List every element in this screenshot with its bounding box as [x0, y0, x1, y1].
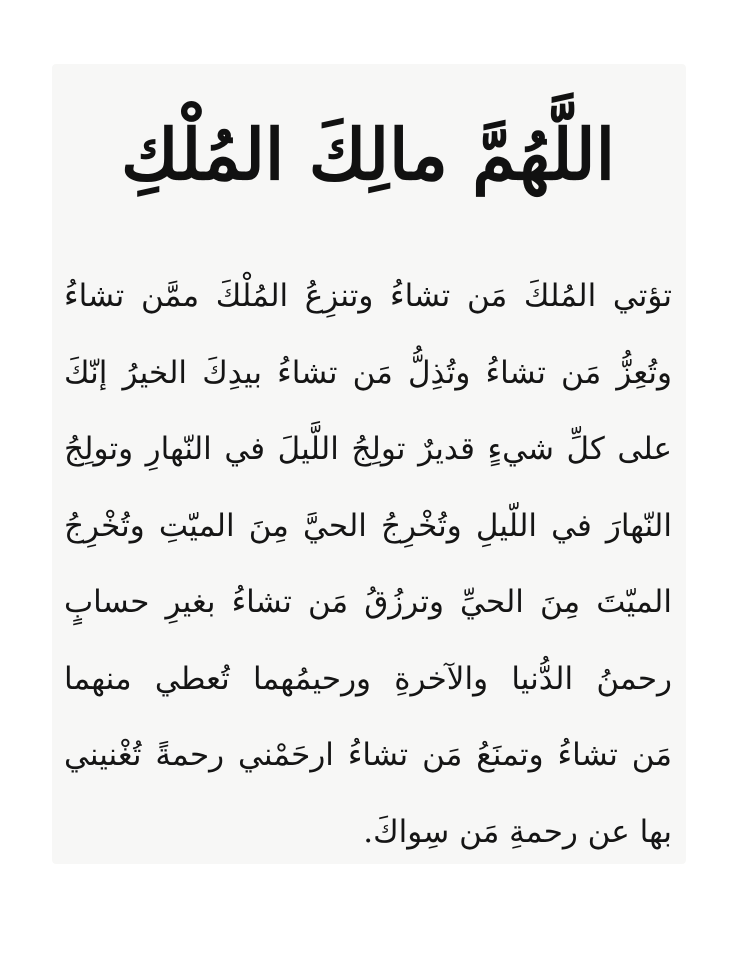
text-line: مَن تشاءُ وتمنَعُ مَن تشاءُ ارحَمْني رحمةً تُغْنيني: [64, 737, 672, 773]
text-line: النّهارَ في اللّيلِ وتُخْرِجُ الحيَّ مِنَ الميّتِ وتُخْرِجُ: [64, 507, 672, 544]
text-line: تؤتي المُلكَ مَن تشاءُ وتنزِعُ المُلْكَ ممَّن تشاءُ: [64, 278, 672, 314]
text-line: بها عن رحمةِ مَن سِواكَ.: [363, 813, 672, 850]
text-line: وتُعِزُّ مَن تشاءُ وتُذِلُّ مَن تشاءُ بيدِكَ الخيرُ إنّكَ: [64, 354, 672, 391]
text-line: رحمنُ الدُّنيا والآخرةِ ورحيمُهما تُعطي منهما: [64, 660, 672, 697]
text-line: الميّتَ مِنَ الحيِّ وترزُقُ مَن تشاءُ بغيرِ حسابٍ: [64, 584, 672, 620]
supplication-text: [64, 258, 672, 870]
page-title: اللَّهُمَّ مالِكَ المُلْكِ: [120, 113, 616, 196]
text-line: على كلِّ شيءٍ قديرٌ تولِجُ اللَّيلَ في النّهارِ وتولِجُ: [64, 431, 672, 467]
